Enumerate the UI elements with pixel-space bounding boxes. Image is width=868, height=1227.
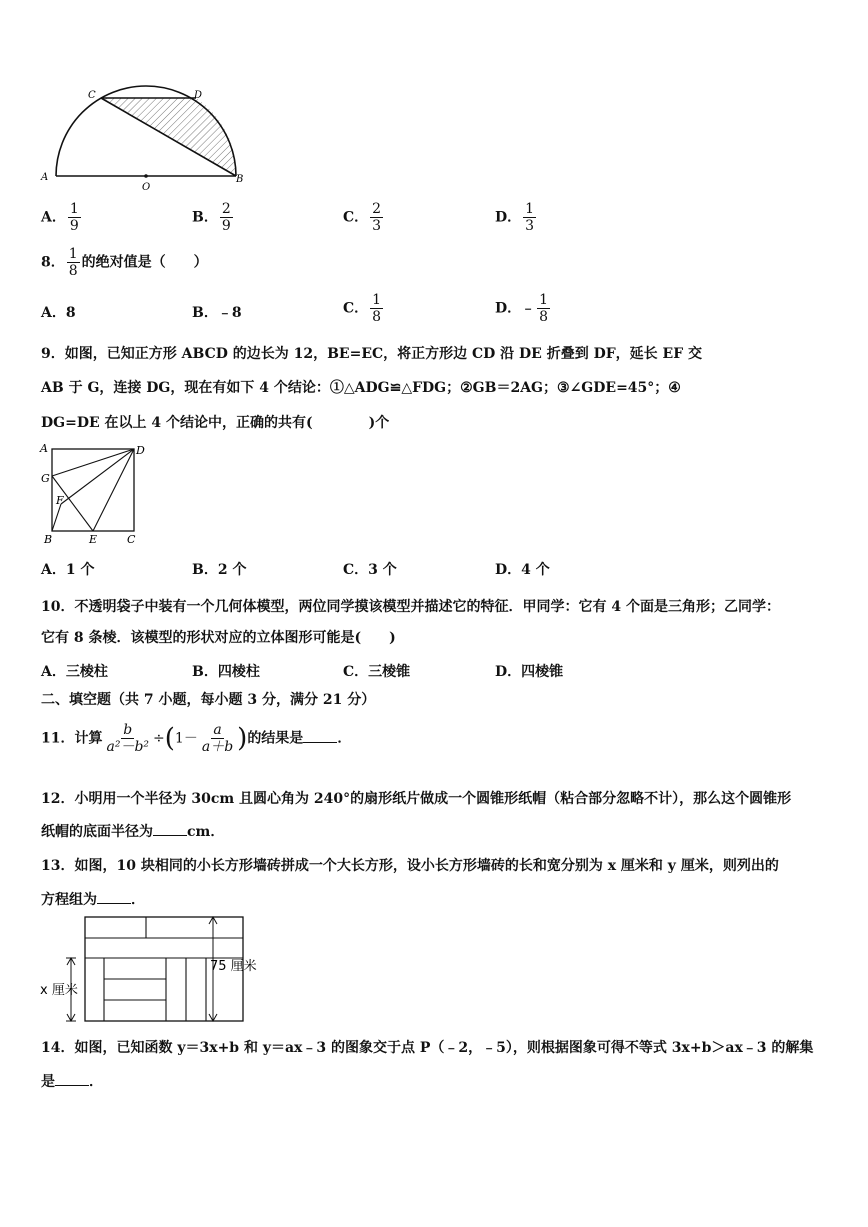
label-c: C [88,90,96,101]
q9-option-c: C．3 个 [343,562,397,578]
square-fold-figure [36,440,156,548]
label-d: D [194,90,203,101]
segment-dg [52,449,134,476]
segment-df [61,449,134,504]
square-abcd [52,449,134,531]
q10-line-2: 它有 8 条棱．该模型的形状对应的立体图形可能是( ) [41,630,396,646]
q12-line-1: 12．小明用一个半径为 30cm 且圆心角为 240°的扇形纸片做成一个圆锥形纸帽（粘合部分忽略不计），那么这个圆锥形 [41,791,792,807]
label-d: D [136,444,145,457]
q8-stem: 8． $\frac{1}{8}$ 的绝对值是（ ） [41,246,208,279]
section-2-heading: 二、填空题（共 7 小题，每小题 3 分，满分 21 分） [41,692,376,708]
answer-blank [153,823,187,836]
q8-option-a: A．8 [41,305,76,321]
q9-line-2: AB 于 G，连接 DG，现在有如下 4 个结论：①△ADG≌△FDG；②GB＝2AG；③∠GDE=45°；④ [41,380,681,396]
label-o: O [142,182,151,193]
label-c: C [127,533,136,546]
segment-bf [52,504,61,531]
label-e: E [89,533,98,546]
answer-blank [55,1073,89,1086]
q13-line-2: 方程组为 ． [41,892,145,908]
q8-option-b: B．﹣8 [192,305,242,321]
q9-line-3: DG=DE 在以上 4 个结论中，正确的共有( )个 [41,415,390,431]
q11-stem: 11．计算 $\frac{b}{\text{a²－b²}}$ ÷(1－ $\frac{a}{a+b}$ )的结果是 ． [41,722,352,755]
brick-rectangle-figure [38,912,268,1028]
q7-option-a: A． $\frac{1}{9}$ [41,201,79,234]
q10-option-b: B．四棱柱 [192,664,260,680]
q9-line-1: 9．如图，已知正方形 ABCD 的边长为 12，BE=EC，将正方形边 CD 沿 DE 折叠到 DF，延长 EF 交 [41,346,703,362]
q7-option-d: D． $\frac{1}{3}$ [495,201,535,234]
q10-option-a: A．三棱柱 [41,664,108,680]
label-g: G [41,472,50,485]
q14-line-1: 14．如图，已知函数 y＝3x+b 和 y＝ax﹣3 的图象交于点 P（﹣2，﹣5），则根据图象可得不等式 3x+b＞ax﹣3 的解集 [41,1040,814,1056]
q14-line-2: 是 ． [41,1074,103,1090]
q8-option-d: D．﹣ $\frac{1}{8}$ [495,292,549,325]
q10-option-d: D．四棱锥 [495,664,564,680]
label-a: A [41,172,49,183]
q10-line-1: 10．不透明袋子中装有一个几何体模型，两位同学摸该模型并描述它的特征．甲同学：它有 4 个面是三角形；乙同学： [41,599,780,615]
label-75-cm: 75 厘米 [210,959,257,974]
q9-option-a: A．1 个 [41,562,95,578]
q7-option-c: C． $\frac{2}{3}$ [343,201,382,234]
label-f: F [56,494,64,507]
q9-option-d: D．4 个 [495,562,550,578]
q12-line-2: 纸帽的底面半径为 cm． [41,824,225,840]
label-a: A [40,442,48,455]
label-b: B [236,174,244,185]
label-b: B [44,533,53,546]
center-point-o [144,174,148,178]
label-x-cm: x 厘米 [40,983,78,998]
q9-option-b: B．2 个 [192,562,247,578]
semicircle-figure [36,84,256,196]
answer-blank [97,891,131,904]
q13-line-1: 13．如图，10 块相同的小长方形墙砖拼成一个大长方形，设小长方形墙砖的长和宽分别为 x 厘米和 y 厘米，则列出的 [41,858,779,874]
q7-option-b: B． $\frac{2}{9}$ [192,201,231,234]
q8-option-c: C． $\frac{1}{8}$ [343,292,382,325]
q10-option-c: C．三棱锥 [343,664,411,680]
segment-de [93,449,134,531]
answer-blank [303,730,337,743]
